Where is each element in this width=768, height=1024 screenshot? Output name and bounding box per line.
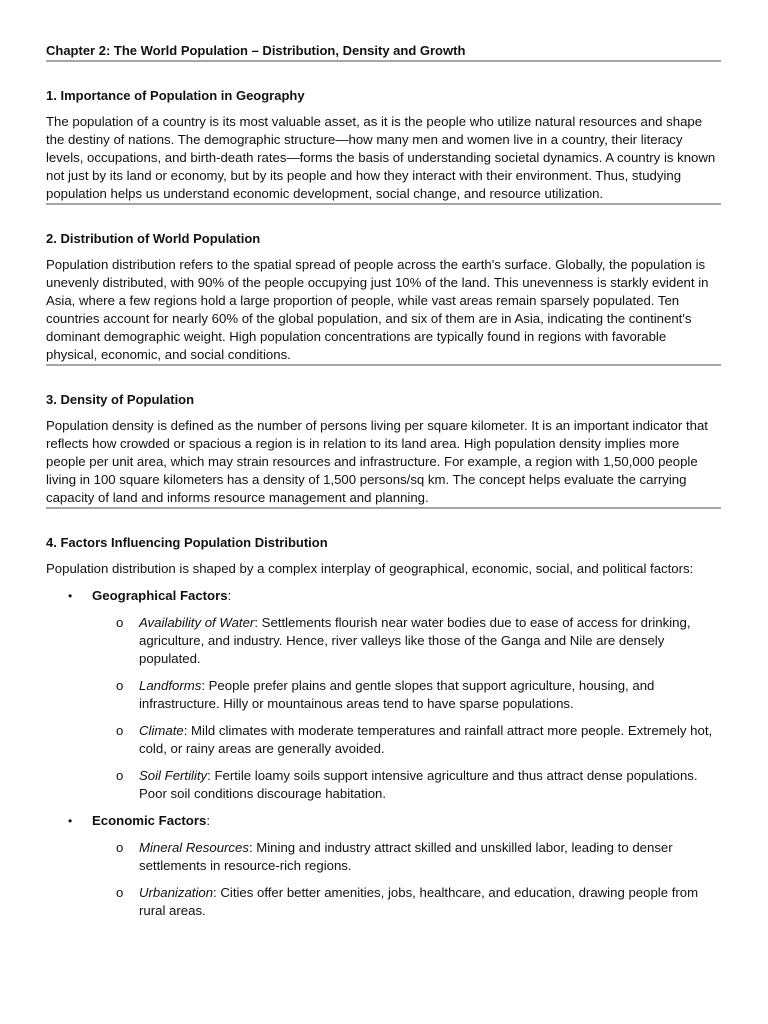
divider xyxy=(46,60,721,62)
section-paragraph: Population density is defined as the number of persons living per square kilometer. It is an important indicator that reflects how crowded or spacious a region is in relation to its land area. High population density implies more people per unit area, which may strain resources and infrastructure. For example, a region with 1,50,000 people living in 100 square kilometers has a density of 1,500 persons/sq km. The concept helps evaluate the carrying capacity of land and informs resource management and planning. xyxy=(46,418,708,505)
factor-list xyxy=(46,587,721,920)
circle-bullet-icon: o xyxy=(116,840,124,855)
factor-group-economic xyxy=(46,812,721,920)
section-paragraph: Population distribution refers to the spatial spread of people across the earth's surface. Globally, the population is unevenly distributed, with 90% of the people occupying just 10% of the land. This unevenness is starkly evident in Asia, where a few regions hold a large proportion of people, while vast areas remain sparsely populated. Ten countries account for nearly 60% of the global population, and six of them are in Asia, indicating the continent's dominant demographic weight. High population concentrations are typically found in regions with favorable physical, economic, and social conditions. xyxy=(46,257,709,362)
list-item xyxy=(92,767,721,803)
factor-term: Landforms xyxy=(139,678,202,693)
factor-description: : People prefer plains and gentle slopes that support agriculture, housing, and infrastructure. Hilly or mountainous areas tend to have sparse populations. xyxy=(139,678,655,711)
section-heading: 3. Density of Population xyxy=(46,392,195,407)
factor-term: Availability of Water xyxy=(139,615,255,630)
factor-description: : Settlements flourish near water bodies due to ease of access for drinking, agriculture, and industry. Hence, river valleys like those of the Ganga and Nile are densely populated. xyxy=(139,615,691,666)
divider xyxy=(46,203,721,205)
section-paragraph: Population distribution is shaped by a complex interplay of geographical, economic, social, and political factors: xyxy=(46,561,694,576)
list-item xyxy=(92,722,721,758)
bullet-icon: • xyxy=(68,814,73,828)
sub-factor-list xyxy=(92,839,721,920)
section-heading: 1. Importance of Population in Geography xyxy=(46,88,305,103)
list-item xyxy=(92,839,721,875)
section-distribution xyxy=(46,230,721,364)
section-paragraph: The population of a country is its most valuable asset, as it is the people who utilize natural resources and shape the destiny of nations. The demographic structure—how many men and women live in a country, their literacy levels, occupations, and birth-death rates—forms the basis of understanding societal dynamics. A country is known not just by its land or economy, but by its people and how they interact with their environment. Thus, studying population helps us understand economic development, social change, and resource utilization. xyxy=(46,114,716,201)
factor-term: Climate xyxy=(139,723,184,738)
factor-description: : Fertile loamy soils support intensive agriculture and thus attract dense populations. Poor soil conditions discourage habitation. xyxy=(139,768,698,801)
factor-description: : Cities offer better amenities, jobs, healthcare, and education, drawing people from rural areas. xyxy=(139,885,699,918)
list-item xyxy=(92,614,721,668)
circle-bullet-icon: o xyxy=(116,678,124,693)
factor-term: Mineral Resources xyxy=(139,840,249,855)
factor-group-label: Geographical Factors xyxy=(92,588,228,603)
label-colon: : xyxy=(206,813,210,828)
label-colon: : xyxy=(227,588,232,603)
circle-bullet-icon: o xyxy=(116,615,124,630)
section-importance xyxy=(46,87,721,203)
factor-description: : Mild climates with moderate temperatures and rainfall attract more people. Extremely hot, cold, or rainy areas are generally avoided. xyxy=(139,723,713,756)
section-factors xyxy=(46,534,721,920)
factor-term: Urbanization xyxy=(139,885,214,900)
sub-factor-list xyxy=(92,614,721,803)
factor-group-geographical xyxy=(46,587,721,803)
bullet-icon: • xyxy=(68,589,73,603)
divider xyxy=(46,507,721,509)
list-item xyxy=(92,677,721,713)
circle-bullet-icon: o xyxy=(116,768,124,783)
section-density xyxy=(46,391,721,507)
section-heading: 4. Factors Influencing Population Distribution xyxy=(46,535,328,550)
list-item xyxy=(92,884,721,920)
section-heading: 2. Distribution of World Population xyxy=(46,231,261,246)
circle-bullet-icon: o xyxy=(116,885,124,900)
factor-group-label: Economic Factors xyxy=(92,813,207,828)
page-title: Chapter 2: The World Population – Distribution, Density and Growth xyxy=(46,43,466,58)
factor-term: Soil Fertility xyxy=(139,768,208,783)
factor-description: : Mining and industry attract skilled and unskilled labor, leading to denser settlements in resource-rich regions. xyxy=(139,840,673,873)
circle-bullet-icon: o xyxy=(116,723,124,738)
divider xyxy=(46,364,721,366)
